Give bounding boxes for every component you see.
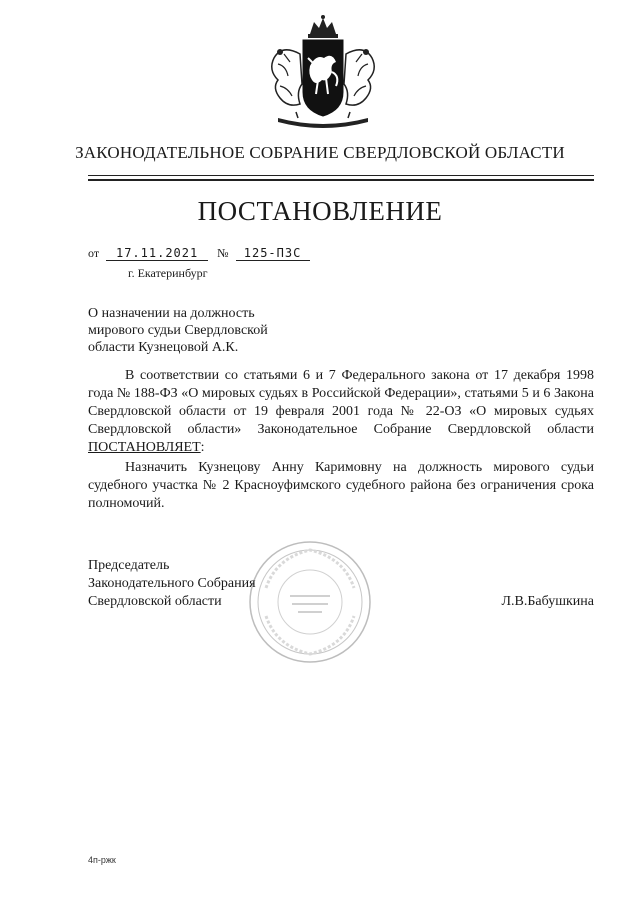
- document-date: 17.11.2021: [106, 246, 208, 261]
- footer-code: 4п-ржк: [88, 855, 116, 865]
- official-stamp: [246, 538, 374, 666]
- organization-title: ЗАКОНОДАТЕЛЬНОЕ СОБРАНИЕ СВЕРДЛОВСКОЙ ОБЛАСТИ: [75, 143, 565, 162]
- position-line: Свердловской области: [88, 594, 222, 609]
- subject-line: О назначении на должность: [88, 306, 255, 321]
- city: г. Екатеринбург: [128, 266, 208, 280]
- paragraph-1-end: :: [200, 440, 205, 455]
- signatory-position: [88, 557, 256, 611]
- coat-of-arms-icon: [258, 14, 388, 132]
- subject-line: области Кузнецовой А.К.: [88, 340, 239, 355]
- paragraph-1-text: В соответствии со статьями 6 и 7 Федерального закона от 17 декабря 1998 года № 188-ФЗ «О мировых судьях в Российской Федерации», статьями 5 и 6 Закона Свердловской области от 19 февраля 2001 года № 22-ОЗ «О мировых судьях Свердловской области» Законодательное Собрание Свердловской области: [88, 368, 594, 437]
- body-paragraph-2: Назначить Кузнецову Анну Каримовну на должность мирового судьи судебного участка № 2 Красноуфимского судебного района без ограничения срока полномочий.: [88, 460, 594, 511]
- resolution-keyword: ПОСТАНОВЛЯЕТ: [88, 440, 201, 455]
- body-paragraph-1: [88, 367, 594, 457]
- document-number: 125-ПЗС: [236, 246, 310, 261]
- date-label: от: [88, 246, 100, 260]
- subject-line: мирового судьи Свердловской: [88, 323, 268, 338]
- subject-block: [88, 305, 268, 356]
- number-label: №: [217, 246, 229, 260]
- header-rule-thin: [88, 175, 594, 176]
- header-rule-thick: [88, 179, 594, 181]
- position-line: Законодательного Собрания: [88, 576, 256, 591]
- signatory-name: Л.В.Бабушкина: [501, 594, 594, 609]
- position-line: Председатель: [88, 558, 170, 573]
- reference-line: [88, 246, 310, 261]
- document-type-title: ПОСТАНОВЛЕНИЕ: [197, 196, 443, 226]
